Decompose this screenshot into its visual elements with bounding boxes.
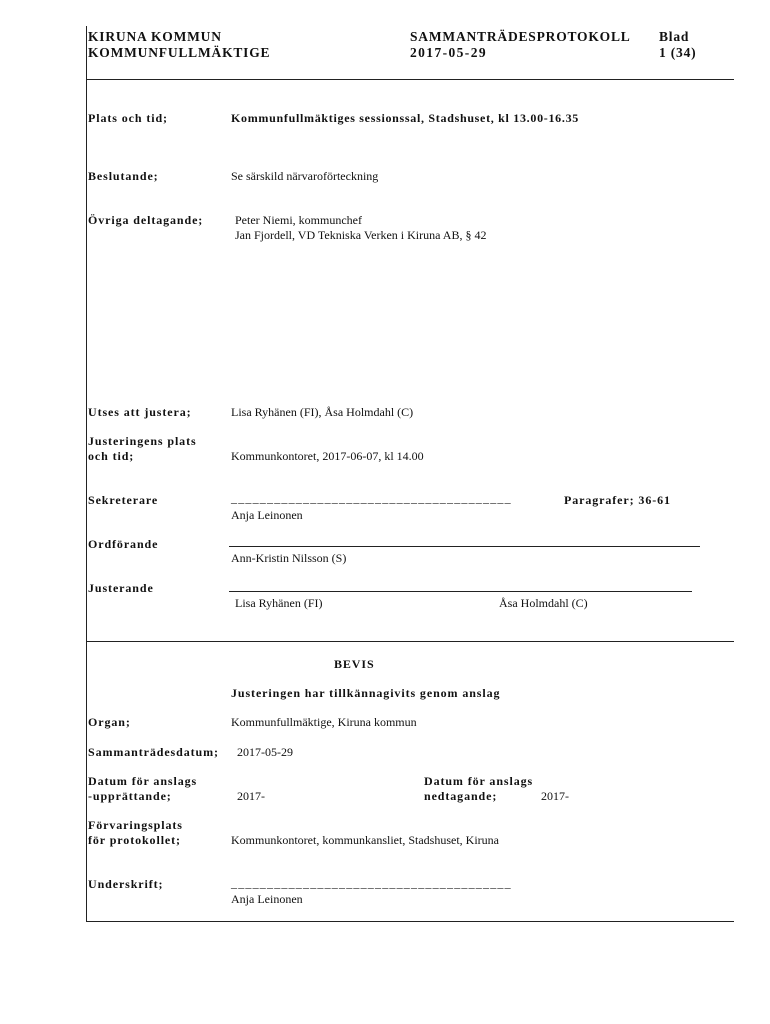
certificate-divider-bottom	[86, 921, 734, 922]
header-divider	[86, 79, 734, 80]
removed-label-2: nedtagande;	[424, 789, 498, 803]
posted-value: 2017-	[237, 789, 265, 803]
chair-name: Ann-Kristin Nilsson (S)	[231, 551, 347, 565]
sheet-label: Blad	[659, 29, 690, 44]
meeting-date-value: 2017-05-29	[237, 745, 293, 759]
storage-value: Kommunkontoret, kommunkansliet, Stadshuset, Kiruna	[231, 833, 499, 847]
adjuster-name-2: Åsa Holmdahl (C)	[499, 596, 588, 610]
signature-label: Underskrift;	[88, 877, 164, 891]
deciding-value: Se särskild närvaroförteckning	[231, 169, 379, 183]
signature-line: _______________________________________	[231, 876, 512, 890]
removed-label-1: Datum för anslags	[424, 774, 534, 788]
place-label: Plats och tid;	[88, 111, 168, 125]
organ-label: Organ;	[88, 715, 131, 729]
others-value-2: Jan Fjordell, VD Tekniska Verken i Kiruna AB, § 42	[235, 228, 487, 242]
certificate-left-rule	[86, 641, 87, 922]
appointed-label: Utses att justera;	[88, 405, 192, 419]
chair-label: Ordförande	[88, 537, 159, 551]
posted-label-2: -upprättande;	[88, 789, 172, 803]
deciding-label: Beslutande;	[88, 169, 159, 183]
removed-value: 2017-	[541, 789, 569, 803]
secretary-signature-line: _______________________________________	[231, 491, 512, 505]
document-type: SAMMANTRÄDESPROTOKOLL	[410, 29, 631, 44]
adjuster-name-1: Lisa Ryhänen (FI)	[235, 596, 323, 610]
others-value-1: Peter Niemi, kommunchef	[235, 213, 362, 227]
body-left-rule	[86, 80, 87, 642]
paragraphs-label: Paragrafer; 36-61	[564, 493, 671, 507]
secretary-label: Sekreterare	[88, 493, 159, 507]
signature-name: Anja Leinonen	[231, 892, 303, 906]
certificate-subtitle: Justeringen har tillkännagivits genom anslag	[231, 686, 501, 700]
adjust-place-value: Kommunkontoret, 2017-06-07, kl 14.00	[231, 449, 424, 463]
certificate-divider-top	[86, 641, 734, 642]
meeting-date: 2017-05-29	[410, 45, 487, 60]
posted-label-1: Datum för anslags	[88, 774, 198, 788]
header-left-rule	[86, 26, 87, 80]
storage-label-2: för protokollet;	[88, 833, 181, 847]
organ-value: Kommunfullmäktige, Kiruna kommun	[231, 715, 417, 729]
municipality-name: KIRUNA KOMMUN	[88, 29, 222, 44]
secretary-name: Anja Leinonen	[231, 508, 303, 522]
adjuster-signature-line	[229, 591, 692, 592]
chair-signature-line	[229, 546, 700, 547]
appointed-value: Lisa Ryhänen (FI), Åsa Holmdahl (C)	[231, 405, 414, 419]
sheet-number: 1 (34)	[659, 45, 697, 60]
storage-label-1: Förvaringsplats	[88, 818, 183, 832]
certificate-title: BEVIS	[334, 657, 375, 671]
adjust-place-label-1: Justeringens plats	[88, 434, 197, 448]
assembly-name: KOMMUNFULLMÄKTIGE	[88, 45, 271, 60]
meeting-date-label: Sammanträdesdatum;	[88, 745, 219, 759]
others-label: Övriga deltagande;	[88, 213, 204, 227]
adjust-place-label-2: och tid;	[88, 449, 135, 463]
place-value: Kommunfullmäktiges sessionssal, Stadshuset, kl 13.00-16.35	[231, 111, 579, 125]
adjuster-label: Justerande	[88, 581, 154, 595]
